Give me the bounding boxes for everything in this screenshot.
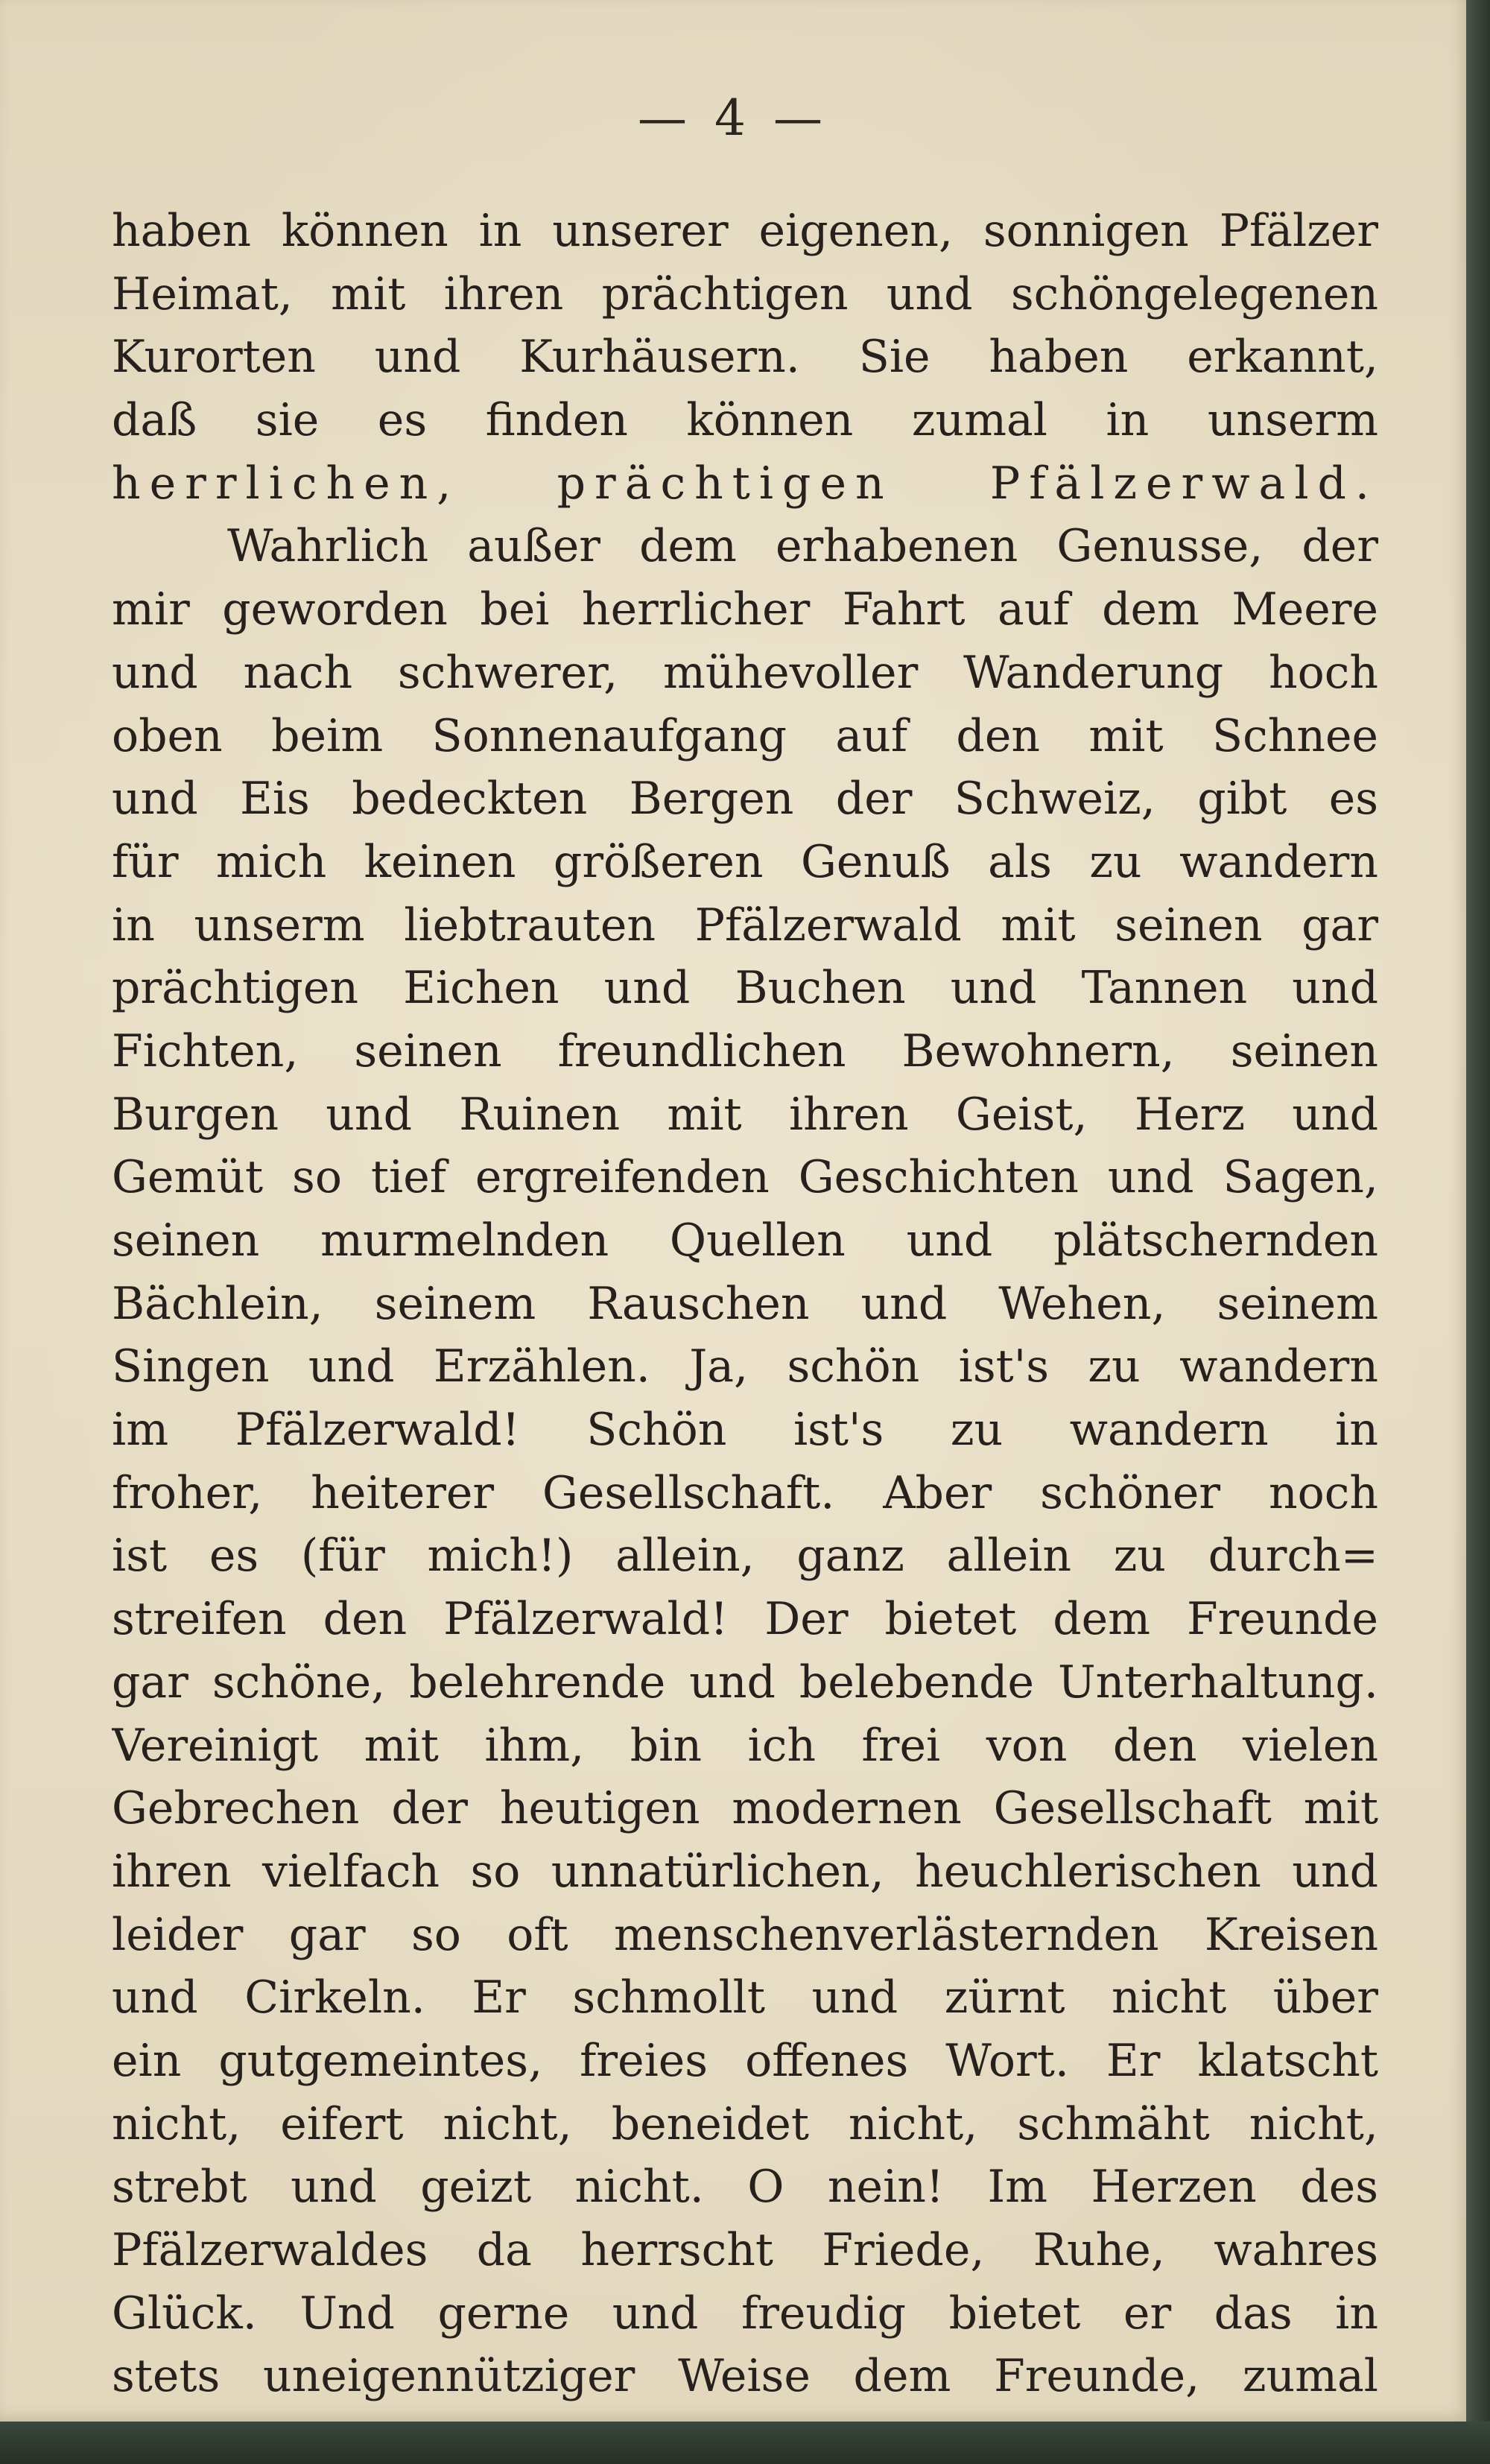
text-line: leider gar so oft menschenverlästernden Kreisen xyxy=(112,1908,1378,1961)
text-line: oben beim Sonnenaufgang auf den mit Schnee xyxy=(112,709,1378,762)
text-line: haben können in unserer eigenen, sonnigen Pfälzer xyxy=(112,205,1378,257)
text-line: für mich keinen größeren Genuß als zu wandern xyxy=(112,835,1378,888)
text-line: im Pfälzerwald! Schön ist's zu wandern in xyxy=(112,1404,1378,1457)
text-line: ein gutgemeintes, freies offenes Wort. Er klatscht xyxy=(112,2034,1378,2087)
text-line: mir geworden bei herrlicher Fahrt auf dem Meere xyxy=(112,583,1378,636)
text-line: Vereinigt mit ihm, bin ich frei von den vielen xyxy=(112,1719,1378,1772)
text-line: prächtigen Eichen und Buchen und Tannen und xyxy=(112,962,1378,1015)
text-line: Kurorten und Kurhäusern. Sie haben erkannt, xyxy=(112,331,1378,384)
text-line: und nach schwerer, mühevoller Wanderung hoch xyxy=(112,646,1378,699)
text-line: und Cirkeln. Er schmollt und zürnt nicht über xyxy=(112,1971,1378,2024)
text-line: Pfälzerwaldes da herrscht Friede, Ruhe, wahres xyxy=(112,2224,1378,2276)
text-line: nicht, eifert nicht, beneidet nicht, schmäht nicht, xyxy=(112,2097,1378,2150)
text-line: ist es (für mich!) allein, ganz allein zu durch= xyxy=(112,1530,1378,1583)
text-line: Glück. Und gerne und freudig bietet er das in xyxy=(112,2287,1378,2340)
text-line: stets uneigennütziger Weise dem Freunde, zumal xyxy=(112,2350,1378,2403)
text-line: in unserm liebtrauten Pfälzerwald mit seinen gar xyxy=(112,899,1378,951)
book-spine-edge xyxy=(1466,0,1490,2464)
text-line: daß sie es finden können zumal in unserm xyxy=(112,394,1378,447)
text-line: und Eis bedeckten Bergen der Schweiz, gibt es xyxy=(112,773,1378,826)
text-line: Bächlein, seinem Rauschen und Wehen, seinem xyxy=(112,1277,1378,1330)
text-line: Burgen und Ruinen mit ihren Geist, Herz und xyxy=(112,1088,1378,1141)
text-line: gar schöne, belehrende und belebende Unterhaltung. xyxy=(112,1656,1378,1708)
text-line: herrlichen, prächtigen Pfälzerwald. xyxy=(112,457,1378,510)
text-line: Fichten, seinen freundlichen Bewohnern, seinen xyxy=(112,1024,1378,1077)
text-line: froher, heiterer Gesellschaft. Aber schöner noch xyxy=(112,1466,1378,1519)
text-line: Gebrechen der heutigen modernen Gesellschaft mit xyxy=(112,1782,1378,1835)
text-line: ihren vielfach so unnatürlichen, heuchlerischen und xyxy=(112,1845,1378,1898)
text-line: Heimat, mit ihren prächtigen und schöngelegenen xyxy=(112,267,1378,320)
body-text xyxy=(112,200,1378,2408)
text-line: Singen und Erzählen. Ja, schön ist's zu wandern xyxy=(112,1340,1378,1393)
text-line: Wahrlich außer dem erhabenen Genusse, der xyxy=(227,520,1378,573)
page-number: — 4 — xyxy=(638,89,828,147)
text-line: streifen den Pfälzerwald! Der bietet dem Freunde xyxy=(112,1593,1378,1646)
text-line: Gemüt so tief ergreifenden Geschichten und Sagen, xyxy=(112,1151,1378,1204)
text-line: seinen murmelnden Quellen und plätschernden xyxy=(112,1214,1378,1267)
book-bottom-edge xyxy=(0,2422,1490,2464)
text-line: strebt und geizt nicht. O nein! Im Herzen des xyxy=(112,2161,1378,2214)
